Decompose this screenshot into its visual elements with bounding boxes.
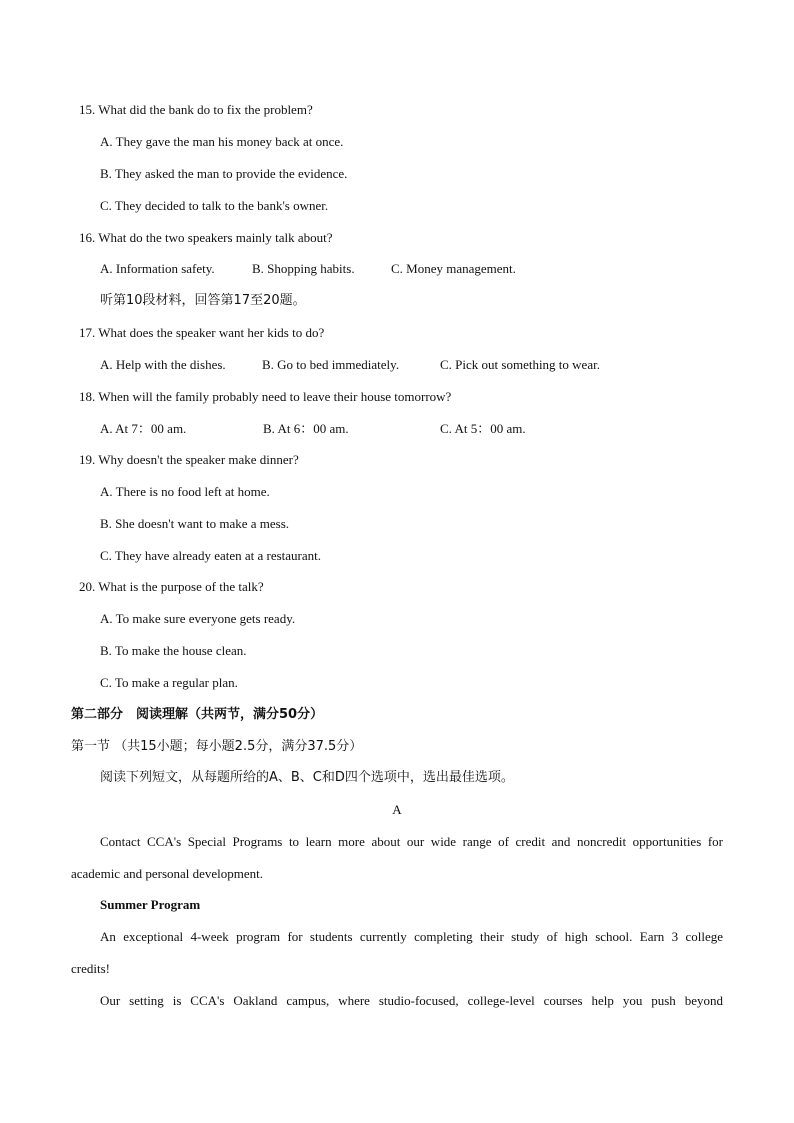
directions: 阅读下列短文，从每题所给的A、B、C和D四个选项中，选出最佳选项。	[100, 770, 514, 785]
option-c: C. They have already eaten at a restaurant.	[100, 548, 322, 563]
section-title: 第一节 （共15小题；每小题2.5分，满分37.5分）	[71, 739, 363, 754]
option-c: C. Pick out something to wear.	[440, 357, 600, 372]
option-b: B. Go to bed immediately.	[262, 357, 400, 372]
option-b: B. To make the house clean.	[100, 643, 247, 658]
passage-label: A	[392, 802, 402, 817]
part-title: 第二部分 阅读理解（共两节，满分50分）	[71, 707, 324, 722]
option-b: B. They asked the man to provide the evidence.	[100, 166, 348, 181]
section-heading: Summer Program	[100, 897, 201, 912]
question-stem: 20. What is the purpose of the talk?	[79, 579, 264, 594]
option-a: A. They gave the man his money back at once.	[100, 134, 344, 149]
question-stem: 15. What did the bank do to fix the problem?	[79, 102, 313, 117]
option-b: B. At 6：00 am.	[263, 421, 349, 436]
question-stem: 18. When will the family probably need to leave their house tomorrow?	[79, 389, 452, 404]
option-c: C. At 5：00 am.	[440, 421, 526, 436]
option-c: C. To make a regular plan.	[100, 675, 238, 690]
passage-line: An exceptional 4-week program for students currently completing their study of high school. Earn 3 college	[100, 929, 723, 944]
option-c: C. They decided to talk to the bank's owner.	[100, 198, 329, 213]
passage-line: Contact CCA's Special Programs to learn more about our wide range of credit and noncredit opportunities for	[100, 834, 723, 849]
option-a: A. At 7：00 am.	[100, 421, 187, 436]
question-stem: 19. Why doesn't the speaker make dinner?	[79, 452, 299, 467]
question-stem: 16. What do the two speakers mainly talk about?	[79, 230, 333, 245]
option-a: A. To make sure everyone gets ready.	[100, 611, 296, 626]
option-a: A. Information safety.	[100, 261, 215, 276]
option-c: C. Money management.	[391, 261, 516, 276]
option-a: A. Help with the dishes.	[100, 357, 226, 372]
option-b: B. Shopping habits.	[252, 261, 355, 276]
passage-line: credits!	[71, 961, 110, 976]
listening-instruction: 听第10段材料，回答第17至20题。	[100, 293, 306, 308]
passage-line: academic and personal development.	[71, 866, 264, 881]
option-a: A. There is no food left at home.	[100, 484, 270, 499]
option-b: B. She doesn't want to make a mess.	[100, 516, 290, 531]
question-stem: 17. What does the speaker want her kids to do?	[79, 325, 325, 340]
passage-line: Our setting is CCA's Oakland campus, where studio-focused, college-level courses help you push beyond	[100, 993, 723, 1008]
